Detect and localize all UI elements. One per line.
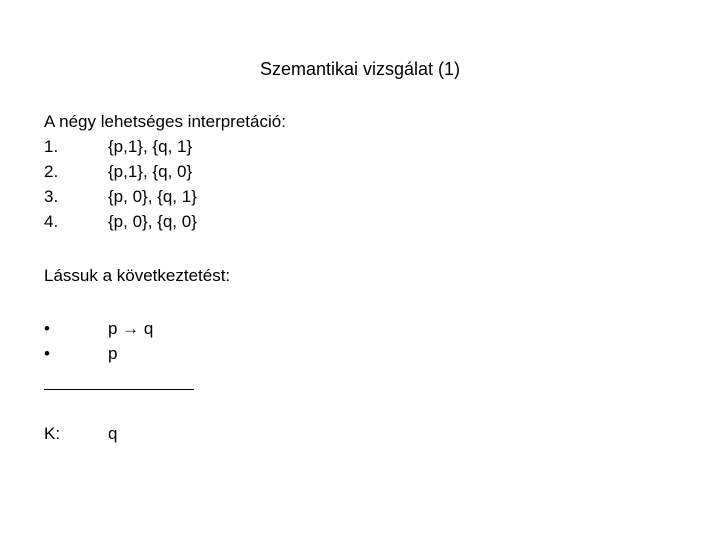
interpretation-number: 1. bbox=[44, 137, 59, 156]
interpretation-value: {p, 0}, {q, 1} bbox=[108, 187, 197, 206]
conclusion-formula: q bbox=[108, 424, 118, 443]
interpretation-number: 4. bbox=[44, 212, 59, 231]
interpretation-value: {p,1}, {q, 1} bbox=[108, 137, 193, 156]
premise-formula: p bbox=[108, 344, 118, 363]
interpretation-value: {p,1}, {q, 0} bbox=[108, 162, 193, 181]
slide-title bbox=[0, 58, 720, 80]
conclusion-label: K: bbox=[44, 424, 61, 443]
interpretations-heading: A négy lehetséges interpretáció: bbox=[44, 112, 286, 131]
premise-formula: p → q bbox=[108, 319, 154, 338]
bullet-icon: • bbox=[44, 319, 50, 338]
interpretation-number: 3. bbox=[44, 187, 59, 206]
separator-line bbox=[44, 389, 194, 390]
bullet-icon: • bbox=[44, 344, 50, 363]
conclusion-heading: Lássuk a következtetést: bbox=[44, 266, 231, 285]
interpretation-number: 2. bbox=[44, 162, 59, 181]
interpretation-value: {p, 0}, {q, 0} bbox=[108, 212, 197, 231]
slide-title-text: Szemantikai vizsgálat (1) bbox=[259, 59, 461, 79]
